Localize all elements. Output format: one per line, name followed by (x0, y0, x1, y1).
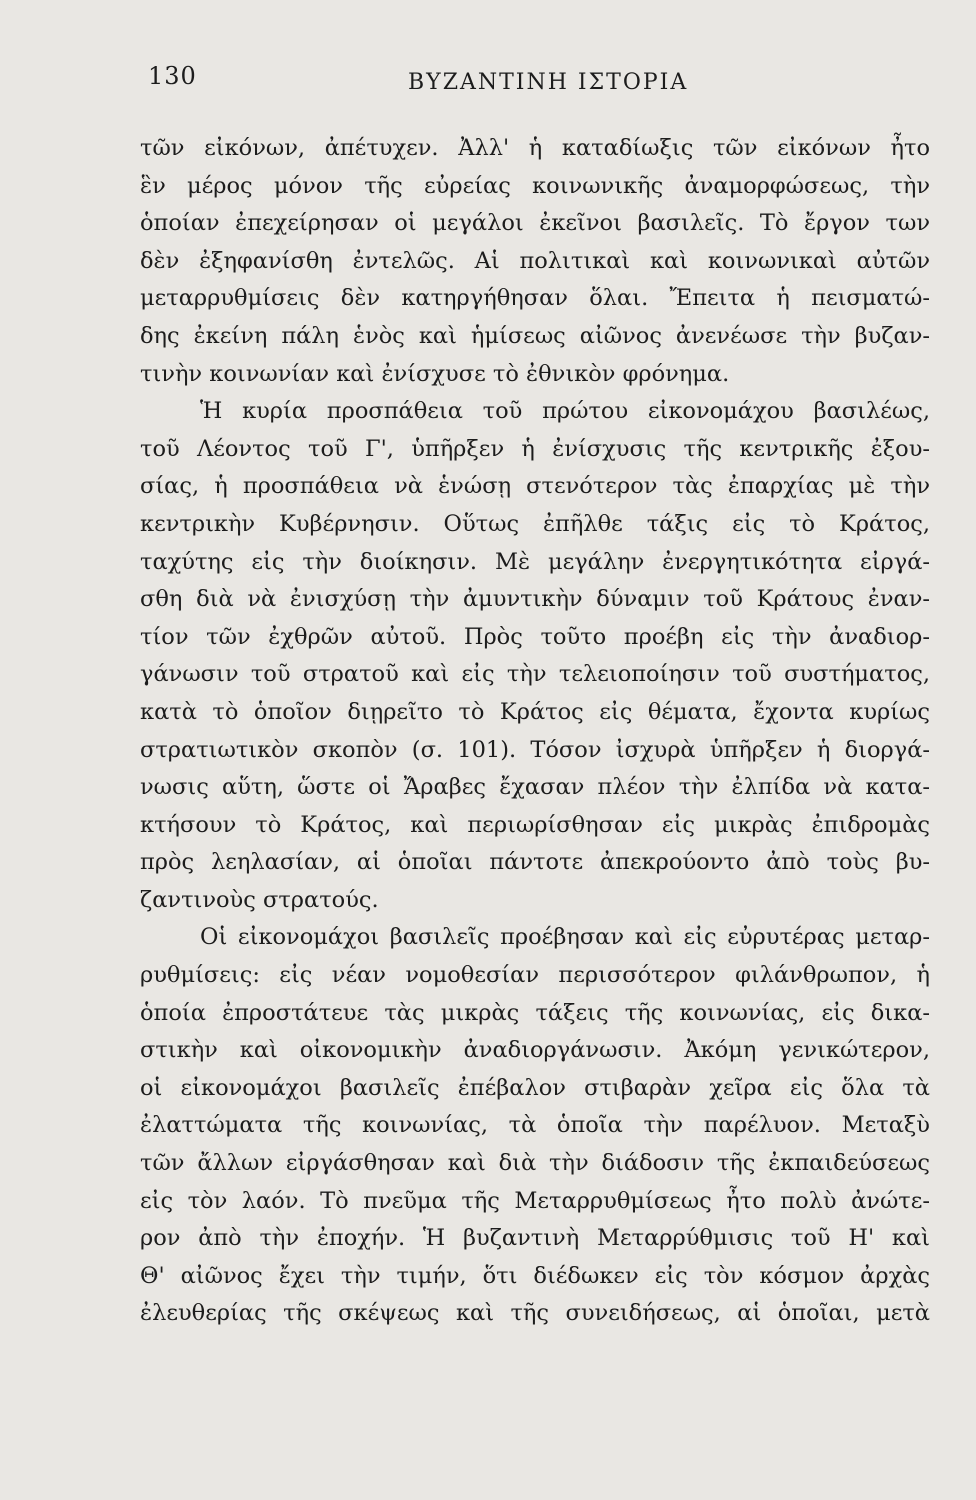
text-line: στρατιωτικὸν σκοπὸν (σ. 101). Τόσον ἰσχυρὰ ὑπῆρξεν ἡ διοργά- (140, 736, 930, 763)
text-line: δης ἐκείνη πάλη ἑνὸς καὶ ἡμίσεως αἰῶνος ἀνενέωσε τὴν βυζαν- (140, 322, 930, 349)
text-line: εἰς τὸν λαόν. Τὸ πνεῦμα τῆς Μεταρρυθμίσεως ἦτο πολὺ ἀνώτε- (140, 1187, 930, 1214)
page-header (148, 62, 916, 102)
running-title: ΒΥΖΑΝΤΙΝΗ ΙΣΤΟΡΙΑ (408, 70, 689, 95)
text-line: κεντρικὴν Κυβέρνησιν. Οὕτως ἐπῆλθε τάξις εἰς τὸ Κράτος, (140, 510, 930, 537)
text-line: κτήσουν τὸ Κράτος, καὶ περιωρίσθησαν εἰς μικρὰς ἐπιδρομὰς (140, 811, 930, 838)
text-line: Ἡ κυρία προσπάθεια τοῦ πρώτου εἰκονομάχου βασιλέως, (200, 398, 930, 425)
text-line: σθη διὰ νὰ ἐνισχύσῃ τὴν ἀμυντικὴν δύναμιν τοῦ Κράτους ἐναν- (140, 586, 930, 613)
text-line: δὲν ἐξηφανίσθη ἐντελῶς. Αἱ πολιτικαὶ καὶ κοινωνικαὶ αὐτῶν (140, 247, 930, 274)
paragraph-3 (140, 919, 930, 1333)
text-line: τίον τῶν ἐχθρῶν αὐτοῦ. Πρὸς τοῦτο προέβη εἰς τὴν ἀναδιορ- (140, 623, 930, 650)
paragraph-2 (140, 393, 930, 919)
text-line: οἱ εἰκονομάχοι βασιλεῖς ἐπέβαλον στιβαρὰν χεῖρα εἰς ὅλα τὰ (140, 1074, 930, 1101)
text-line: πρὸς λεηλασίαν, αἱ ὁποῖαι πάντοτε ἀπεκρούοντο ἀπὸ τοὺς βυ- (140, 849, 930, 876)
page-body (140, 130, 930, 1333)
text-line: ἐλευθερίας τῆς σκέψεως καὶ τῆς συνειδήσεως, αἱ ὁποῖαι, μετὰ (140, 1300, 930, 1327)
text-line: μεταρρυθμίσεις δὲν κατηργήθησαν ὅλαι. Ἔπειτα ἡ πεισματώ- (140, 285, 930, 312)
text-line: τινὴν κοινωνίαν καὶ ἐνίσχυσε τὸ ἐθνικὸν φρόνημα. (140, 360, 730, 387)
text-line: Οἱ εἰκονομάχοι βασιλεῖς προέβησαν καὶ εἰς εὐρυτέρας μεταρ- (200, 924, 930, 951)
text-line: ρυθμίσεις: εἰς νέαν νομοθεσίαν περισσότερον φιλάνθρωπον, ἡ (140, 962, 930, 989)
text-line: κατὰ τὸ ὁποῖον διῃρεῖτο τὸ Κράτος εἰς θέματα, ἔχοντα κυρίως (140, 698, 930, 725)
text-line: ὁποίαν ἐπεχείρησαν οἱ μεγάλοι ἐκεῖνοι βασιλεῖς. Τὸ ἔργον των (140, 210, 930, 237)
page-number: 130 (148, 62, 197, 90)
text-line: τῶν ἄλλων εἰργάσθησαν καὶ διὰ τὴν διάδοσιν τῆς ἐκπαιδεύσεως (140, 1150, 930, 1177)
text-line: σίας, ἡ προσπάθεια νὰ ἑνώσῃ στενότερον τὰς ἐπαρχίας μὲ τὴν (140, 473, 930, 500)
paragraph-1 (140, 130, 930, 393)
text-line: τῶν εἰκόνων, ἀπέτυχεν. Ἀλλ' ἡ καταδίωξις τῶν εἰκόνων ἦτο (140, 135, 930, 161)
text-line: ἓν μέρος μόνον τῆς εὐρείας κοινωνικῆς ἀναμορφώσεως, τὴν (140, 172, 930, 199)
text-line: νωσις αὕτη, ὥστε οἱ Ἄραβες ἔχασαν πλέον τὴν ἐλπίδα νὰ κατα- (140, 774, 930, 801)
text-line: ζαντινοὺς στρατούς. (140, 886, 379, 913)
text-line: στικὴν καὶ οἰκονομικὴν ἀναδιοργάνωσιν. Ἀκόμη γενικώτερον, (140, 1037, 930, 1064)
text-line: ρον ἀπὸ τὴν ἐποχήν. Ἡ βυζαντινὴ Μεταρρύθμισις τοῦ Η' καὶ (140, 1225, 930, 1252)
text-line: τοῦ Λέοντος τοῦ Γ', ὑπῆρξεν ἡ ἐνίσχυσις τῆς κεντρικῆς ἐξου- (140, 435, 930, 462)
text-line: ταχύτης εἰς τὴν διοίκησιν. Μὲ μεγάλην ἐνεργητικότητα εἰργά- (140, 548, 930, 575)
text-line: ὁποία ἐπροστάτευε τὰς μικρὰς τάξεις τῆς κοινωνίας, εἰς δικα- (140, 999, 930, 1026)
text-line: ἐλαττώματα τῆς κοινωνίας, τὰ ὁποῖα τὴν παρέλυον. Μεταξὺ (140, 1112, 930, 1139)
text-line: γάνωσιν τοῦ στρατοῦ καὶ εἰς τὴν τελειοποίησιν τοῦ συστήματος, (140, 661, 930, 688)
text-line: Θ' αἰῶνος ἔχει τὴν τιμήν, ὅτι διέδωκεν εἰς τὸν κόσμον ἀρχὰς (140, 1262, 930, 1289)
